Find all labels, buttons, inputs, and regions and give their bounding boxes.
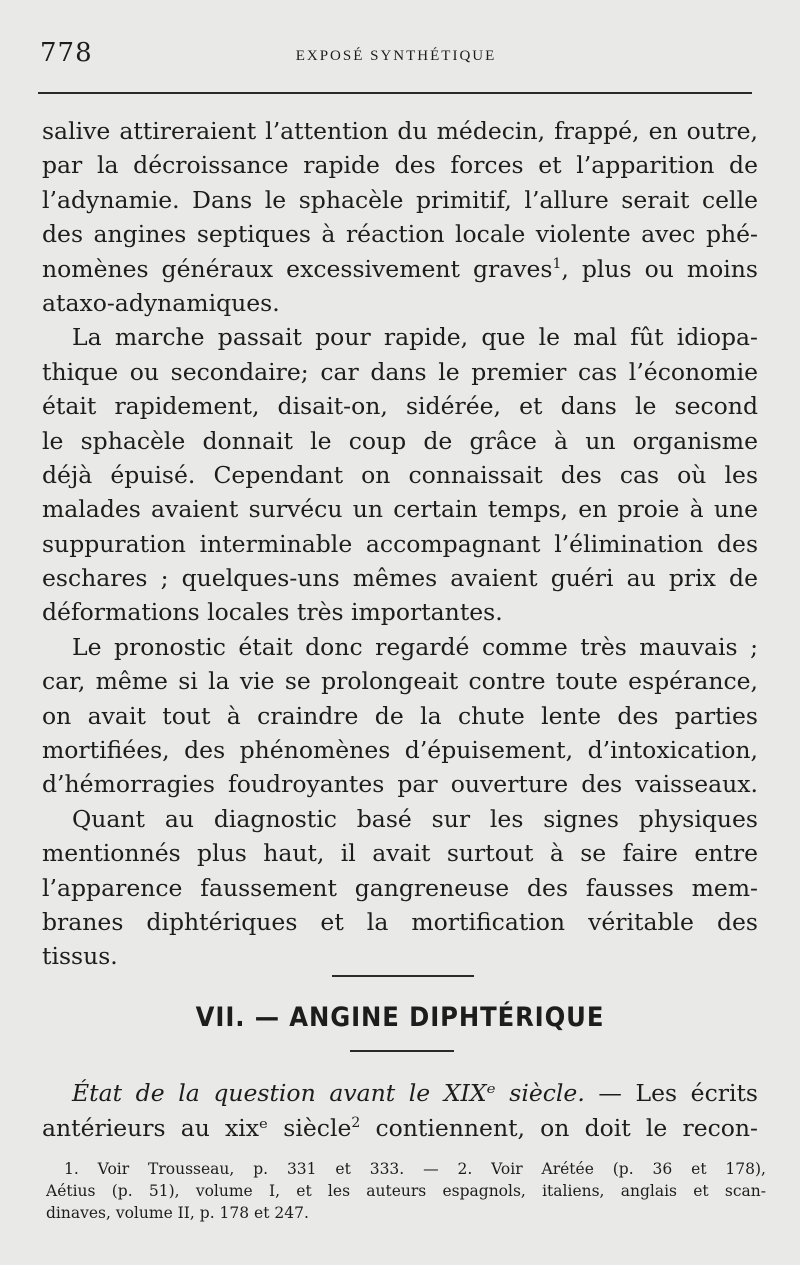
text-line: malades avaient survécu un certain temps, en proie à une <box>42 495 758 524</box>
text-segment: — Les écrits <box>584 1079 758 1107</box>
text-line: on avait tout à craindre de la chute lente des parties <box>42 701 758 730</box>
text-line: déformations locales très importantes. <box>42 598 503 627</box>
italic-heading: État de la question avant le XIXᵉ siècle. <box>72 1079 585 1107</box>
text-line: branes diphtériques et la mortification véritable des <box>42 907 758 936</box>
header-rule <box>38 92 752 94</box>
section-rule-top <box>332 975 474 977</box>
section-opening <box>42 1076 758 1146</box>
text-line: thique ou secondaire; car dans le premier cas l’économie <box>42 357 758 386</box>
text-line: l’apparence faussement gangreneuse des fausses mem- <box>42 873 758 902</box>
text-line: salive attireraient l’attention du médecin, frappé, en outre, <box>42 117 758 145</box>
text-line: l’adynamie. Dans le sphacèle primitif, l’allure serait celle <box>42 185 758 214</box>
text-line: mortifiées, des phénomènes d’épuisement, d’intoxication, <box>42 736 758 765</box>
text-segment: contiennent, on doit le recon- <box>360 1114 759 1142</box>
footnote-line: dinaves, volume II, p. 178 et 247. <box>46 1204 309 1222</box>
section-rule-bottom <box>350 1050 454 1052</box>
page-number: 778 <box>40 38 93 68</box>
text-line: était rapidement, disait-on, sidérée, et dans le second <box>42 392 758 421</box>
footnote-line: Aétius (p. 51), volume I, et les auteurs espagnols, italiens, anglais et scan- <box>46 1182 766 1200</box>
footnotes <box>46 1158 766 1224</box>
text-line: mentionnés plus haut, il avait surtout à se faire entre <box>42 839 758 868</box>
section-title: VII. — ANGINE DIPHTÉRIQUE <box>195 1002 605 1033</box>
footnote-ref: 2 <box>351 1115 361 1131</box>
text-line: ataxo-adynamiques. <box>42 288 280 317</box>
text-line: le sphacèle donnait le coup de grâce à un organisme <box>42 426 758 455</box>
text-segment: , plus ou moins <box>561 254 758 283</box>
body-text <box>42 114 758 974</box>
text-segment: antérieurs au xixᵉ siècle <box>42 1114 352 1142</box>
text-line: suppuration interminable accompagnant l’élimination des <box>42 529 758 558</box>
text-line: Le pronostic était donc regardé comme très mauvais ; <box>72 632 758 661</box>
running-head: EXPOSÉ SYNTHÉTIQUE <box>295 48 497 64</box>
footnote-line: 1. Voir Trousseau, p. 331 et 333. — 2. Voir Arétée (p. 36 et 178), <box>64 1160 766 1178</box>
text-line: Quant au diagnostic basé sur les signes physiques <box>72 804 758 833</box>
page-header <box>40 38 752 70</box>
text-segment: nomènes généraux excessivement graves <box>42 254 553 283</box>
text-line: car, même si la vie se prolongeait contre toute espérance, <box>42 667 758 696</box>
text-line: tissus. <box>42 942 118 971</box>
text-line: déjà épuisé. Cependant on connaissait des cas où les <box>42 460 758 489</box>
text-line: d’hémorragies foudroyantes par ouverture des vaisseaux. <box>42 770 758 799</box>
footnote-ref: 1 <box>552 255 562 272</box>
text-line <box>42 1076 758 1111</box>
text-line: eschares ; quelques-uns mêmes avaient guéri au prix de <box>42 564 758 593</box>
text-line: par la décroissance rapide des forces et l’apparition de <box>42 151 758 180</box>
text-line: La marche passait pour rapide, que le mal fût idiopa- <box>72 323 758 352</box>
text-line: des angines septiques à réaction locale violente avec phé- <box>42 220 758 249</box>
text-line <box>42 1111 758 1146</box>
text-line <box>42 252 758 286</box>
